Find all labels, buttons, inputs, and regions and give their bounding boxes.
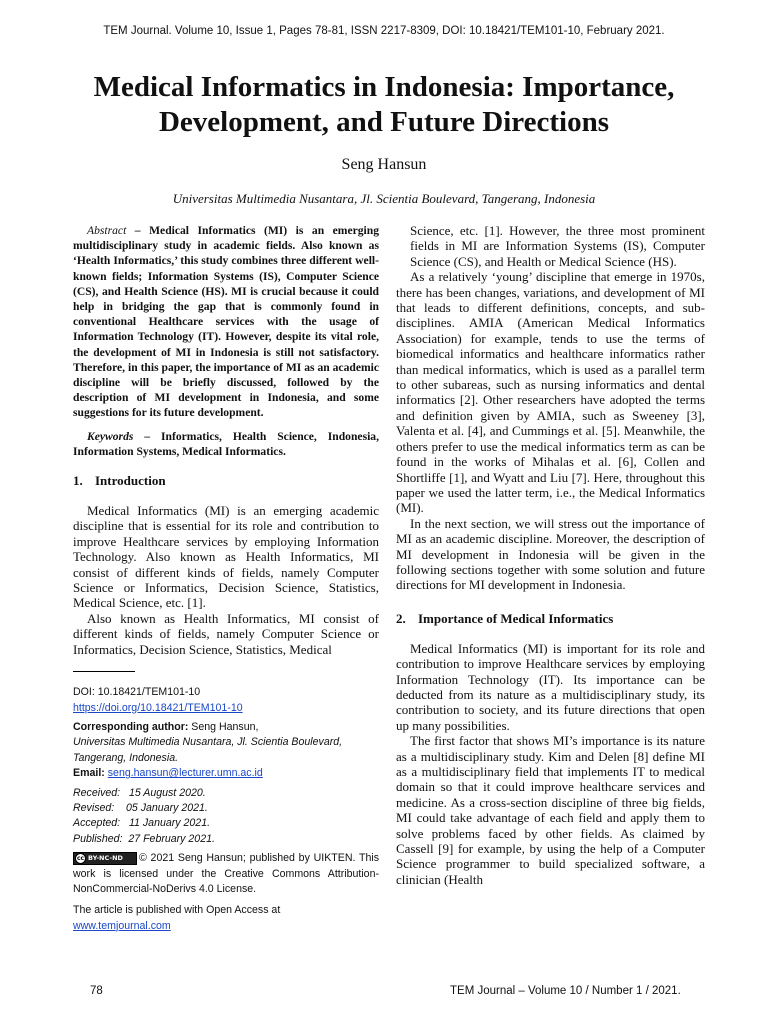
email-link[interactable]: seng.hansun@lecturer.umn.ac.id <box>107 767 263 780</box>
accepted-date: Accepted: 11 January 2021. <box>73 817 211 830</box>
section-number: 1. <box>73 473 83 489</box>
footnote-divider <box>73 671 135 672</box>
right-column <box>396 223 705 887</box>
section-heading-introduction <box>73 473 379 489</box>
keywords-dash: – <box>133 429 162 443</box>
page-number: 78 <box>90 985 103 997</box>
keywords-label: Keywords <box>87 429 134 443</box>
corresponding-affiliation: Universitas Multimedia Nusantara, Jl. Scientia Boulevard, Tangerang, Indonesia. <box>73 736 343 764</box>
keywords <box>73 429 379 459</box>
importance-paragraph-2: The first factor that shows MI’s importance is its nature as a multidisciplinary study. Kim and Delen [8] define MI as a multidisciplinary field that implements IT to medical domain so that it could improve healthcare services and medicine. As a cross-section discipline of three big fields, MI could take advantage of each field and apply them to solve problems faced by other fields. As claimed by Cassell [9] for example, by using the help of a Computer Science programmer to build specialized software, a clinician (Health <box>396 733 705 887</box>
intro-paragraph-3: As a relatively ‘young’ discipline that emerge in 1970s, there has been changes, variations, and development of MI that leads to different definitions, concepts, and sub-disciplines. AMIA (American Medical Informatics Association) for example, tends to use the terms of biomedical informatics and healthcare informatics rather than medical informatics, which is used as a parallel term to other subareas, such as nursing informatics and dental informatics [2]. Other researchers have adopted the terms and definition given by AMIA, such as Sweeney [3], Valenta et al. [4], and Cummings et al. [5]. Meanwhile, the others prefer to use the medical informatics term as can be found in the works of Mihalas et al. [6], Collen and Shortliffe [1], and Wyatt and Liu [7]. Here, throughout this paper we used the latter term, i.e., the Medical Informatics (MI). <box>396 269 705 516</box>
importance-paragraph-1: Medical Informatics (MI) is important for its role and contribution to improve Healthcare services by employing Information Technology (IT). Its importance can be deducted from its nature as a multidisciplinary study, its contribution to society, and its future directions that open up many possibilities. <box>396 640 705 733</box>
intro-paragraph-2: Also known as Health Informatics, MI consist of different kinds of fields, namely Computer Science or Informatics, Decision Science, Statistics, Medical <box>73 610 379 657</box>
abstract-dash: – <box>126 224 150 237</box>
paper-title <box>40 70 728 140</box>
section-title: Importance of Medical Informatics <box>418 610 614 626</box>
section-heading-importance <box>396 611 705 627</box>
footer-journal: TEM Journal – Volume 10 / Number 1 / 2021. <box>450 985 681 997</box>
doi-text: DOI: 10.18421/TEM101-10 <box>73 686 201 699</box>
received-date: Received: 15 August 2020. <box>73 786 206 799</box>
abstract <box>73 223 379 421</box>
title-line-1: Medical Informatics in Indonesia: Importance, <box>93 71 675 103</box>
email-label: Email: <box>73 767 105 780</box>
published-date: Published: 27 February 2021. <box>73 832 215 845</box>
journal-website-link[interactable]: www.temjournal.com <box>73 919 171 932</box>
title-line-2: Development, and Future Directions <box>158 106 609 138</box>
license-text: cc BY-NC-ND © 2021 Seng Hansun; published by UIKTEN. This work is licensed under the Creative Commons Attribution-NonCommercial-NoDerivs 4.0 License. <box>73 852 379 895</box>
revised-date: Revised: 05 January 2021. <box>73 801 208 814</box>
abstract-label: Abstract <box>87 224 127 237</box>
article-footnote <box>73 685 379 934</box>
section-number: 2. <box>396 610 406 626</box>
keywords-text: Informatics, Health Science, Indonesia, Information Systems, Medical Informatics. <box>73 429 379 458</box>
abstract-text: Medical Informatics (MI) is an emerging multidisciplinary study in academic fields. Also known as ‘Health Informatics,’ this study combines three different well-known fields; Information Systems (IS), Computer Science (CS), and Health Science (HS). MI is crucial because it could help in bridging the gap that is commonly found in conventional Healthcare services with the usage of Information Technology (IT). However, despite its vital role, the development of MI in Indonesia is still not satisfactory. Therefore, in this paper, the importance of MI as an academic discipline will be briefly discussed, followed by the description of MI development in Indonesia, and some suggestions for its future development. <box>73 224 380 420</box>
open-access-text: The article is published with Open Access at <box>73 904 281 917</box>
intro-paragraph-2-continued: Science, etc. [1]. However, the three most prominent fields in MI are Information Systems (IS), Computer Science (CS), and Health or Medical Science (HS). <box>410 223 705 269</box>
intro-paragraph-1: Medical Informatics (MI) is an emerging academic discipline that is essential for its role and contribution to improve Healthcare services by employing Information Technology. Also known as Health Informatics, MI consist of different kinds of fields, namely Computer Science or Informatics, Decision Science, Statistics, Medical Science, etc. [1]. <box>73 503 379 611</box>
corresponding-name: Seng Hansun, <box>188 720 259 733</box>
intro-paragraph-4: In the next section, we will stress out the importance of MI as an academic discipline. Moreover, the description of MI development in Indonesia will be given in the following sections together with some solution and future directions for MI development in Indonesia. <box>396 515 705 593</box>
section-title: Introduction <box>95 473 166 489</box>
running-header: TEM Journal. Volume 10, Issue 1, Pages 78-81, ISSN 2217-8309, DOI: 10.18421/TEM101-10, February 2021. <box>103 25 665 37</box>
author-affiliation: Universitas Multimedia Nusantara, Jl. Scientia Boulevard, Tangerang, Indonesia <box>172 191 596 206</box>
author-name: Seng Hansun <box>341 156 427 173</box>
left-column <box>73 223 379 934</box>
corresponding-label: Corresponding author: <box>73 720 189 733</box>
cc-license-badge-icon: cc BY-NC-ND <box>73 852 137 865</box>
doi-link[interactable]: https://doi.org/10.18421/TEM101-10 <box>73 701 243 714</box>
